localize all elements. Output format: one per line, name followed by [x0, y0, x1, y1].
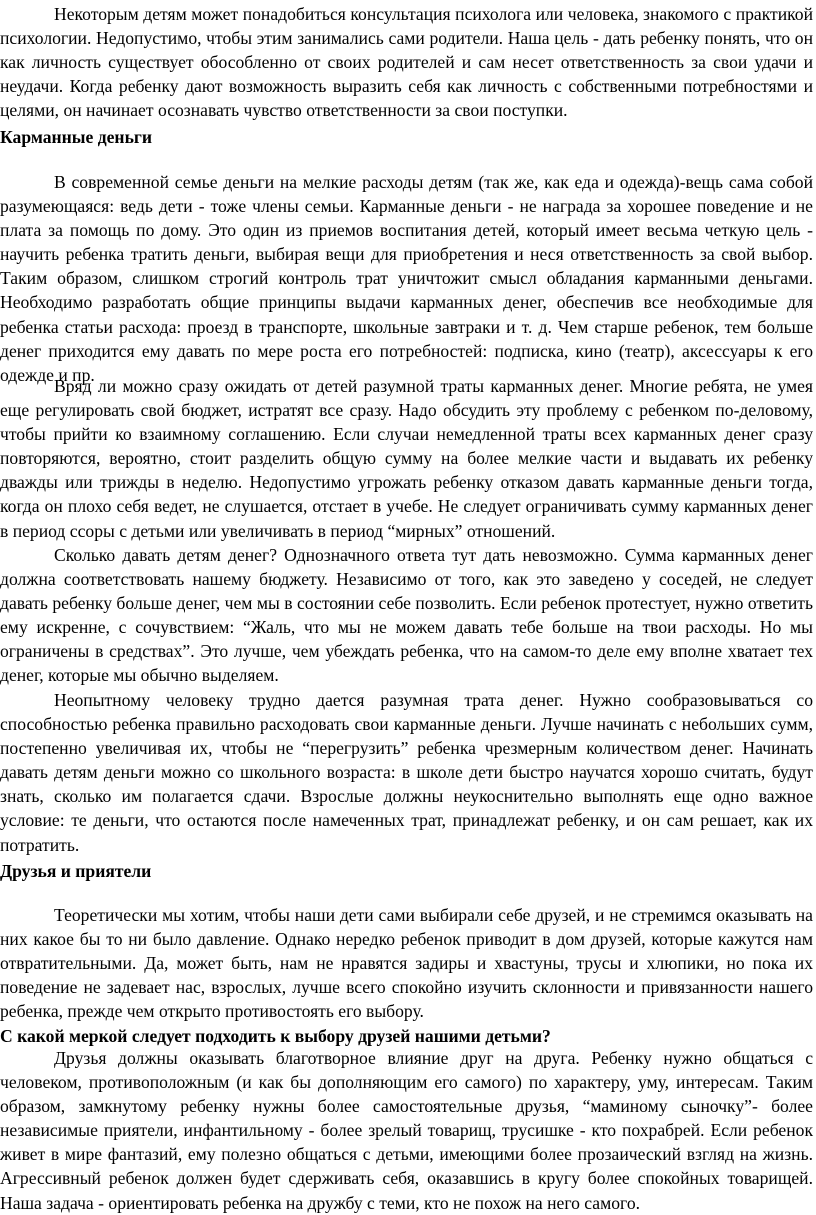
friends-paragraph-1: Теоретически мы хотим, чтобы наши дети сами выбирали себе друзей, и не стремимся оказывать на них какое бы то ни было давление. Однако нередко ребенок приводит в дом друзей, которые кажутся нам отвратительными. Да, может быть, нам не нравятся задиры и хвастуны, трусы и хлюпики, но пока их поведение не задевает нас, взрослых, лучше всего спокойно изучить склонности и привязанности нашего ребенка, прежде чем открыто противостоять его выбору.	[0, 905, 813, 1022]
heading-friends: Друзья и приятели	[0, 861, 152, 881]
criteria-paragraph-1: Друзья должны оказывать благотворное влияние друг на друга. Ребенку нужно общаться с человеком, противоположным (и как бы дополняющим его самого) по характеру, уму, интересам. Таким образом, замкнутому ребенку нужны более самостоятельные друзья, “маминому сыночку”- более независимые приятели, инфантильному - более зрелый товарищ, трусишке - кто похрабрей. Если ребенок живет в мире фантазий, ему полезно общаться с детьми, имеющими более прозаический взгляд на жизнь. Агрессивный ребенок должен будет сдерживать себя, оказавшись в кругу более спокойных товарищей. Наша задача - ориентировать ребенка на дружбу с теми, кто не похож на него самого.	[0, 1048, 813, 1213]
pocket-money-paragraph-2: Вряд ли можно сразу ожидать от детей разумной траты карманных денег. Многие ребята, не умея еще регулировать свой бюджет, истратят все сразу. Надо обсудить эту проблему с ребенком по-деловому, чтобы прийти ко взаимному соглашению. Если случаи немедленной траты всех карманных денег сразу повторяются, вероятно, стоит разделить общую сумму на более мелкие части и выдавать их ребенку дважды или трижды в неделю. Недопустимо угрожать ребенку отказом давать карманные деньги тогда, когда он плохо себя ведет, не слушается, отстает в учебе. Не следует ограничивать сумму карманных денег в период ссоры с детьми или увеличивать в период “мирных” отношений.	[0, 376, 813, 541]
pocket-money-paragraph-1: В современной семье деньги на мелкие расходы детям (так же, как еда и одежда)-вещь сама собой разумеющаяся: ведь дети - тоже члены семьи. Карманные деньги - не награда за хорошее поведение и не плата за помощь по дому. Это один из приемов воспитания детей, который имеет весьма четкую цель - научить ребенка тратить деньги, выбирая вещи для приобретения и неся ответственность за свой выбор. Таким образом, слишком строгий контроль трат уничтожит смысл обладания карманными деньгами. Необходимо разработать общие принципы выдачи карманных денег, обеспечив все необходимые для ребенка статьи расхода: проезд в транспорте, школьные завтраки и т. д. Чем старше ребенок, тем больше денег приходится ему давать по мере роста его потребностей: подписка, кино (театр), аксессуары к его одежде и пр.	[0, 172, 813, 385]
heading-pocket-money: Карманные деньги	[0, 127, 152, 147]
heading-friend-criteria: С какой меркой следует подходить к выбору друзей нашими детьми?	[0, 1026, 551, 1046]
pocket-money-paragraph-3: Сколько давать детям денег? Однозначного ответа тут дать невозможно. Сумма карманных денег должна соответствовать нашему бюджету. Независимо от того, как это заведено у соседей, не следует давать ребенку больше денег, чем мы в состоянии себе позволить. Если ребенок протестует, нужно ответить ему искренне, с сочувствием: “Жаль, что мы не можем давать тебе больше на твои расходы. Но мы ограничены в средствах”. Это лучше, чем убеждать ребенка, что на самом-то деле ему вполне хватает тех денег, которые мы обычно выделяем.	[0, 545, 813, 686]
pocket-money-paragraph-4: Неопытному человеку трудно дается разумная трата денег. Нужно сообразовываться со способностью ребенка правильно расходовать свои карманные деньги. Лучше начинать с небольших сумм, постепенно увеличивая их, чтобы не “перегрузить” ребенка чрезмерным количеством денег. Начинать давать детям деньги можно со школьного возраста: в школе дети быстро научатся хорошо считать, будут знать, сколько им полагается сдачи. Взрослые должны неукоснительно выполнять еще одно важное условие: те деньги, что остаются после намеченных трат, принадлежат ребенку, и он сам решает, как их потратить.	[0, 690, 813, 855]
intro-paragraph: Некоторым детям может понадобиться консультация психолога или человека, знакомого с практикой психологии. Недопустимо, чтобы этим занимались сами родители. Наша цель - дать ребенку понять, что он как личность существует обособленно от своих родителей и сам несет ответственность за свои удачи и неудачи. Когда ребенку дают возможность выразить себя как личность с собственными потребностями и целями, он начинает осознавать чувство ответственности за свои поступки.	[0, 4, 813, 121]
